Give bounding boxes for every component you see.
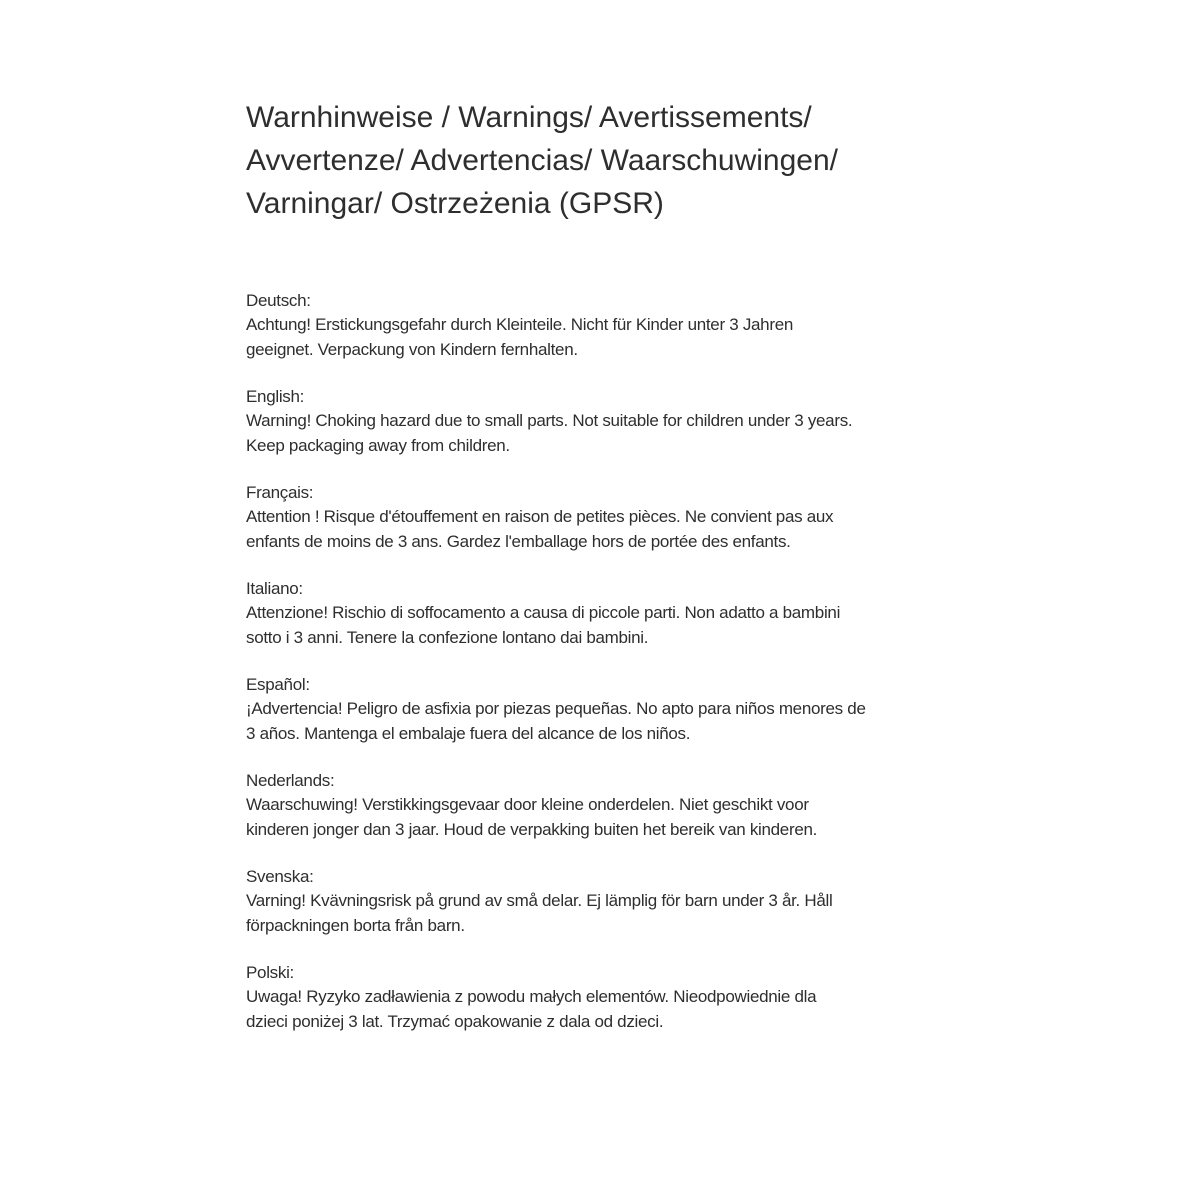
language-label: Deutsch:	[246, 291, 311, 310]
warning-text-line: sotto i 3 anni. Tenere la confezione lontano dai bambini.	[246, 627, 649, 647]
document-title	[246, 96, 838, 225]
warning-text-line: Attention ! Risque d'étouffement en raison de petites pièces. Ne convient pas aux	[246, 507, 834, 527]
warning-text-line: dzieci poniżej 3 lat. Trzymać opakowanie z dala od dzieci.	[246, 1011, 664, 1031]
title-line: Warnhinweise / Warnings/ Avertissements/	[246, 101, 812, 134]
warning-text-line: kinderen jonger dan 3 jaar. Houd de verpakking buiten het bereik van kinderen.	[246, 819, 818, 839]
warning-sections	[246, 289, 866, 1057]
language-label: Italiano:	[246, 579, 303, 598]
warning-section	[246, 289, 866, 385]
warning-text-line: förpackningen borta från barn.	[246, 915, 465, 935]
title-line: Varningar/ Ostrzeżenia (GPSR)	[246, 187, 664, 220]
language-label: Français:	[246, 483, 314, 502]
warning-section	[246, 865, 866, 961]
warning-section	[246, 673, 866, 769]
warning-section	[246, 961, 866, 1057]
warning-text-line: ¡Advertencia! Peligro de asfixia por piezas pequeñas. No apto para niños menores de	[246, 699, 866, 719]
warning-text-line: Warning! Choking hazard due to small parts. Not suitable for children under 3 years.	[246, 411, 853, 431]
warning-section	[246, 769, 866, 865]
warning-text-line: Varning! Kvävningsrisk på grund av små delar. Ej lämplig för barn under 3 år. Håll	[246, 891, 833, 911]
warning-text-line: geeignet. Verpackung von Kindern fernhalten.	[246, 339, 578, 359]
warning-text-line: Achtung! Erstickungsgefahr durch Kleinteile. Nicht für Kinder unter 3 Jahren	[246, 315, 794, 335]
warning-section	[246, 577, 866, 673]
warning-section	[246, 481, 866, 577]
title-line: Avvertenze/ Advertencias/ Waarschuwingen/	[246, 144, 838, 177]
warning-text-line: 3 años. Mantenga el embalaje fuera del alcance de los niños.	[246, 723, 691, 743]
language-label: Español:	[246, 675, 310, 694]
language-label: Nederlands:	[246, 771, 335, 790]
warning-text-line: enfants de moins de 3 ans. Gardez l'emballage hors de portée des enfants.	[246, 531, 791, 551]
warning-text-line: Waarschuwing! Verstikkingsgevaar door kleine onderdelen. Niet geschikt voor	[246, 795, 809, 815]
language-label: Svenska:	[246, 867, 314, 886]
warning-text-line: Uwaga! Ryzyko zadławienia z powodu małych elementów. Nieodpowiednie dla	[246, 987, 817, 1007]
warning-section	[246, 385, 866, 481]
warning-text-line: Keep packaging away from children.	[246, 435, 510, 455]
language-label: Polski:	[246, 963, 294, 982]
language-label: English:	[246, 387, 305, 406]
warning-text-line: Attenzione! Rischio di soffocamento a causa di piccole parti. Non adatto a bambini	[246, 603, 841, 623]
